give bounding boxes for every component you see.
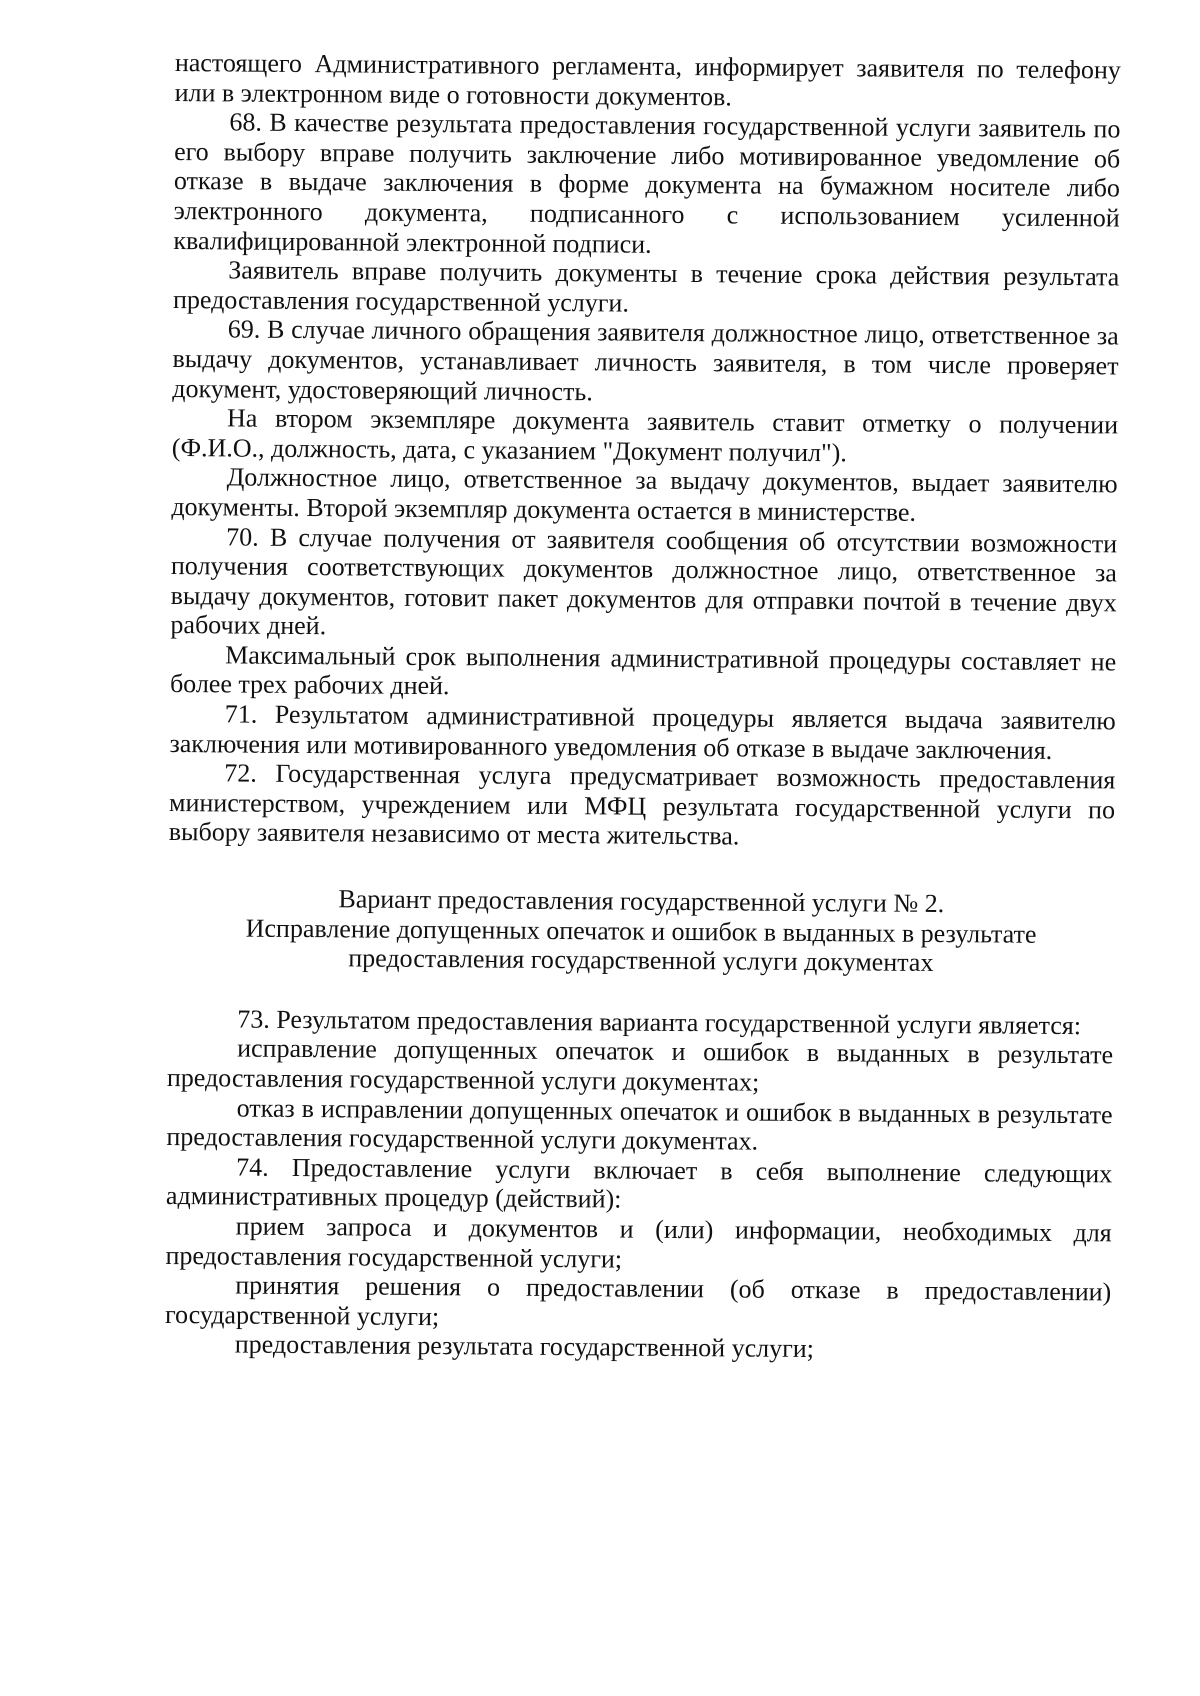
list-item-73-correction: исправление допущенных опечаток и ошибок в выданных в результате предоставления государственной услуги документах; xyxy=(166,1033,1114,1097)
paragraph-69-receipt-mark: На втором экземпляре документа заявитель ставит отметку о получении (Ф.И.О., должность, дата, с указанием "Документ получил"). xyxy=(171,403,1119,468)
list-item-74-decision: принятия решения о предоставлении (об отказе в предоставлении) государственной услуги; xyxy=(164,1270,1112,1331)
paragraph-69-issue: Должностное лицо, ответственное за выдачу документов, выдает заявителю документы. Второй экземпляр документа остается в министерстве. xyxy=(171,462,1118,527)
section-title-line-2: Исправление допущенных опечаток и ошибок в выданных в результате xyxy=(245,913,1037,949)
paragraph-70-max-term: Максимальный срок выполнения административной процедуры составляет не более трех рабочих дней. xyxy=(169,640,1117,701)
paragraph-72: 72. Государственная услуга предусматривает возможность предоставления министерством, учреждением или МФЦ результата государственной услуги по выбору заявителя независимо от места жительства. xyxy=(168,758,1116,851)
list-item-74-intake: прием запроса и документов и (или) информации, необходимых для предоставления государственной услуги; xyxy=(165,1211,1112,1274)
paragraph-68: 68. В качестве результата предоставления государственной услуги заявитель по его выбору вправе получить заключение либо мотивированное уведомление об отказе в выдаче заключения в форме документа на бумажном носителе либо электронного документа, подписанного с использованием усиленной квалифицированной электронной подписи. xyxy=(173,107,1121,259)
paragraph-74: 74. Предоставление услуги включает в себя выполнение следующих административных процедур (действий): xyxy=(165,1152,1113,1214)
document-body xyxy=(165,48,1121,1366)
paragraph-70: 70. В случае получения от заявителя сообщения об отсутствии возможности получения соответствующих документов должностное лицо, ответственное за выдачу документов, готовит пакет документов для отправки почтой в течение двух рабочих дней. xyxy=(170,521,1118,641)
paragraph-71: 71. Результатом административной процедуры является выдача заявителю заключения или мотивированного уведомления об отказе в выдаче заключения. xyxy=(169,699,1116,765)
list-item-73-refusal: отказ в исправлении допущенных опечаток и ошибок в выданных в результате предоставления государственной услуги документах. xyxy=(166,1093,1113,1156)
section-title-line-1: Вариант предоставления государственной услуги № 2. xyxy=(338,884,945,919)
section-title-line-3: предоставления государственной услуги документах xyxy=(348,943,934,978)
section-title xyxy=(168,883,1115,979)
paragraph-73: 73. Результатом предоставления варианта государственной услуги является: xyxy=(237,1004,1082,1040)
paragraph-68-right-to-receive: Заявитель вправе получить документы в течение срока действия результата предоставления государственной услуги. xyxy=(172,255,1120,318)
list-item-74-result: предоставления результата государственной услуги; xyxy=(234,1329,815,1364)
paragraph-69: 69. В случае личного обращения заявителя должностное лицо, ответственное за выдачу документов, устанавливает личность заявителя, в том числе проверяет документ, удостоверяющий личность. xyxy=(172,314,1119,406)
paragraph-continuation: настоящего Административного регламента, информирует заявителя по телефону или в электронном виде о готовности документов. xyxy=(174,48,1121,111)
